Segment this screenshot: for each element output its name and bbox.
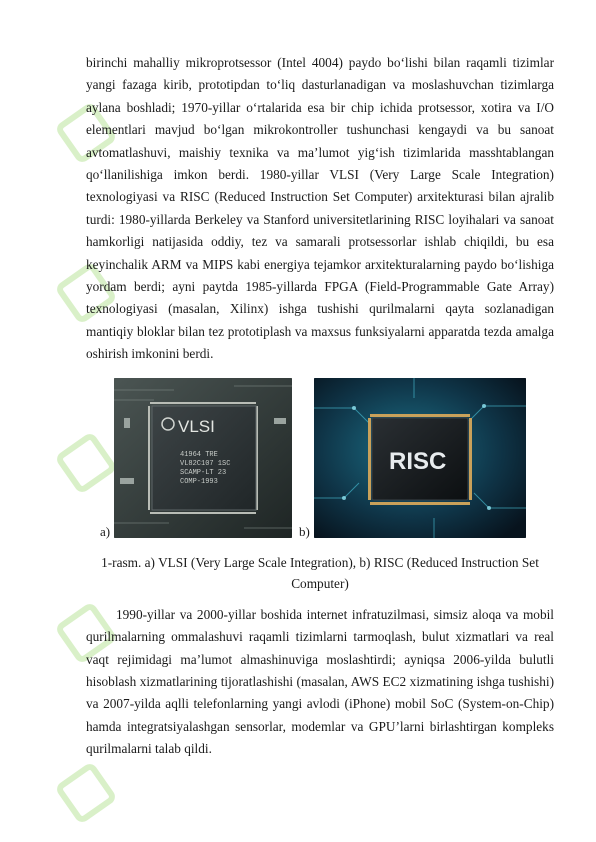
body-paragraph-1: birinchi mahalliy mikroprotsessor (Intel 4004) paydo bo‘lishi bilan raqamli tizimlar yangi fazaga kirib, prototipdan to‘liq dasturlanadigan va moslashuvchan tizimlarga aylana boshladi; 1970-yillar o‘rtalarida esa bir chip ichida protsessor, xotira va I/O elementlari mavjud bo‘lgan mikrokontroller tushunchasi kengaydi va bu sanoat avtomatlashuvi, maishiy texnika va ma’lumot yig‘ish tizimlarida masshtablangan qo‘llanilishiga imkon berdi. 1980-yillar VLSI (Very Large Scale Integration) texnologiyasi va RISC (Reduced Instruction Set Computer) arxitekturasi bilan ajralib turdi: 1980-yillarda Berkeley va Stanford universitetlarining RISC loyihalari va sanoat hamkorligi natijasida oddiy, tez va samarali protsessorlar ishlab chiqildi, bu esa keyinchalik ARM va MIPS kabi energiya tejamkor arxitekturalarning paydo bo‘lishiga yordam berdi; ayni paytda 1985-yillarda FPGA (Field-Programmable Gate Array) texnologiyasi (masalan, Xilinx) ishga tushishi qurilmalarni qayta sozlanadigan mantiqiy bloklar bilan tez prototiplash va maxsus funksiyalarni apparatda tezda amalga oshirish imkonini berdi. <box>86 55 554 362</box>
watermark-mark <box>54 761 118 825</box>
figure-label-a: a) <box>100 523 111 539</box>
figure-label-b: b) <box>299 523 310 539</box>
risc-chip-image <box>314 378 526 538</box>
document-page <box>86 52 554 761</box>
vlsi-chip-image <box>114 378 292 538</box>
body-paragraph-2: 1990-yillar va 2000-yillar boshida internet infratuzilmasi, simsiz aloqa va mobil qurilmalarning ommalashuvi raqamli tizimlarni tarmoqlash, bulut xizmatlari va real vaqt rejimidagi ma’lumot almashinuviga moslashtirdi; ayniqsa 2006-yilda bulutli hisoblash xizmatlarining tijoratlashishi (masalan, AWS EC2 xizmatining ishga tushishi) va 2007-yilda aqlli telefonlarning yangi avlodi (iPhone) mobil SoC (System-on-Chip) hamda integratsiyalashgan sensorlar, modemlar va GPU’larni birlashtirgan kompleks qurilmalarni talab qildi. <box>86 606 554 757</box>
chip-a-line: SCAMP-LT 23 <box>180 468 227 477</box>
chip-a-line: 41964 TRE <box>180 450 218 459</box>
chip-a-line: VL82C107 1SC <box>180 459 231 468</box>
chip-a-brand: VLSI <box>178 416 215 436</box>
figure-caption: 1-rasm. a) VLSI (Very Large Scale Integration), b) RISC (Reduced Instruction Set Computer) <box>101 554 539 591</box>
figure-1 <box>86 378 554 546</box>
chip-b-label: RISC <box>389 447 447 475</box>
chip-a-line: COMP-1993 <box>180 477 218 486</box>
